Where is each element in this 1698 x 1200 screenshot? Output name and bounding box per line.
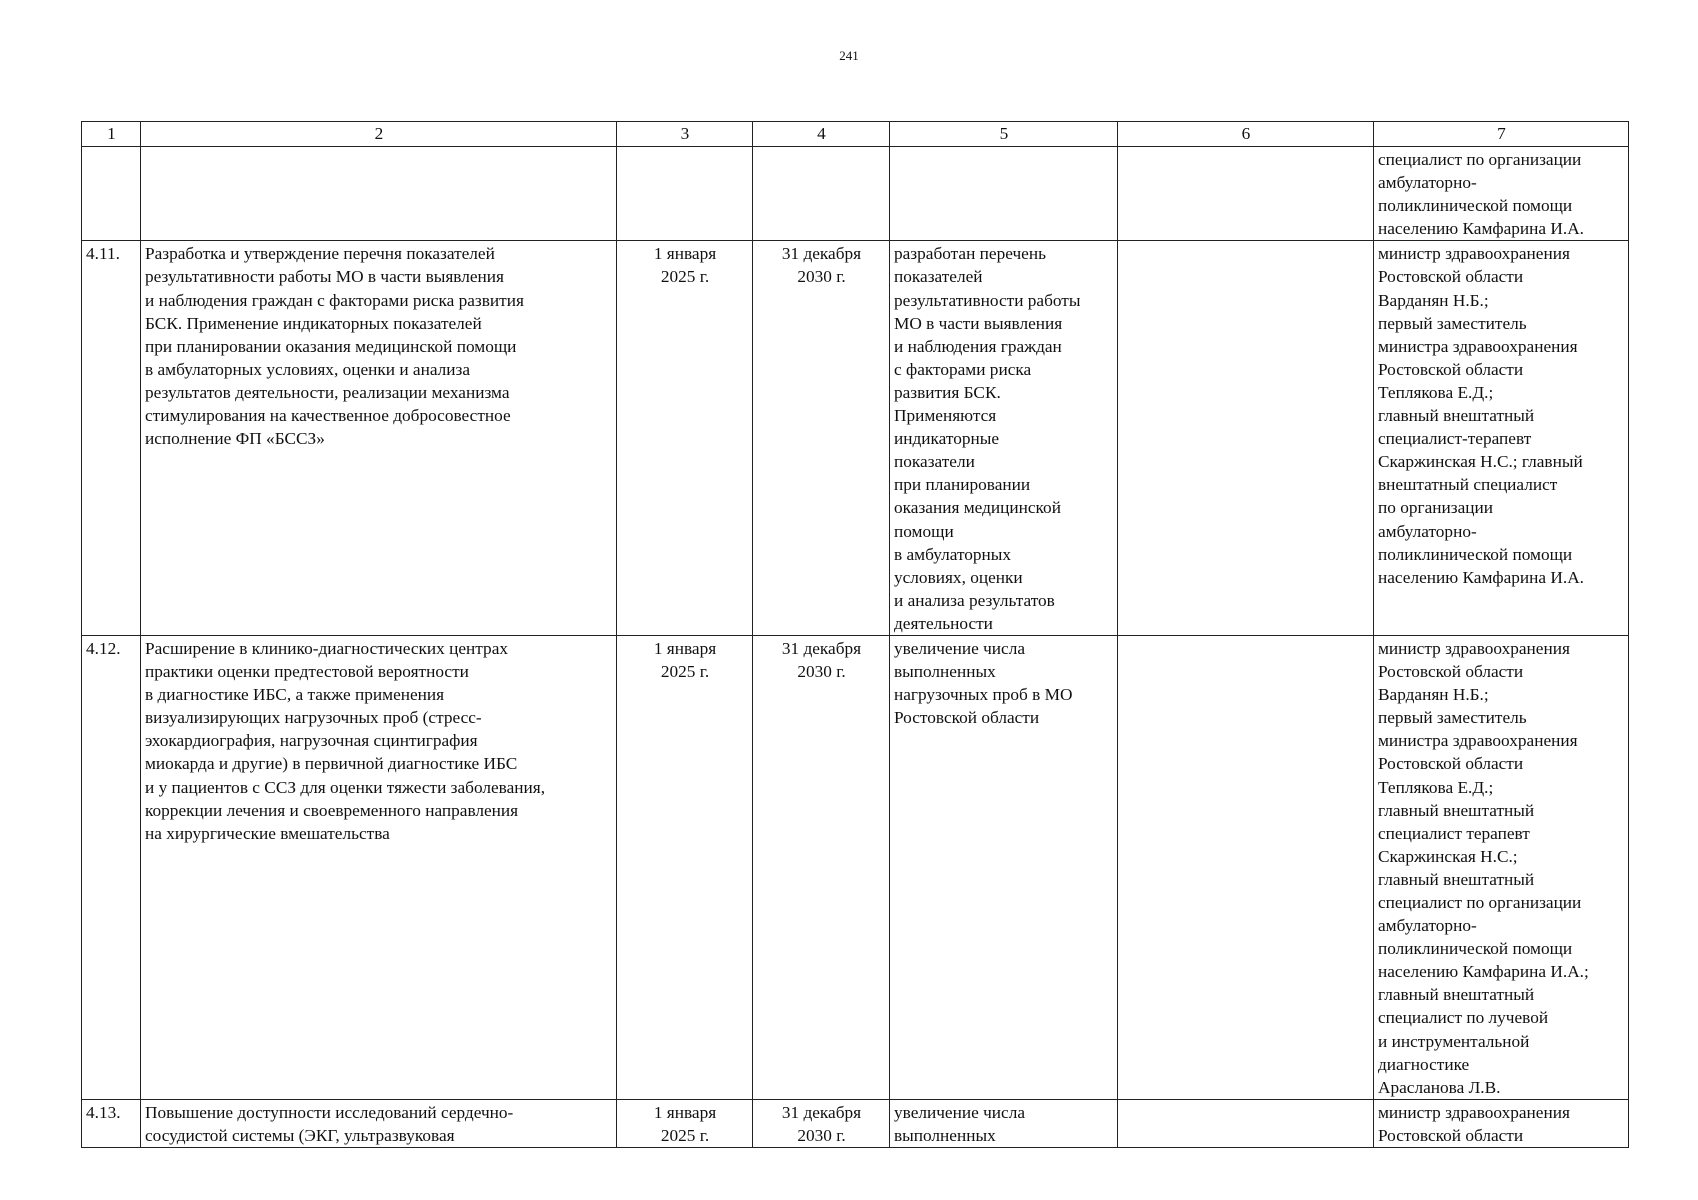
activity-cell [141,147,617,241]
responsible-cell: специалист по организации амбулаторно- поликлинической помощи населению Камфарина И.А. [1374,147,1629,241]
end-date-cell: 31 декабря 2030 г. [753,635,890,1099]
activity-cell: Расширение в клинико-диагностических центрах практики оценки предтестовой вероятности в диагностике ИБС, а также применения визуализирующих нагрузочных проб (стресс- эхокардиография, нагрузочная сцинтиграфия миокарда и другие) в первичной диагностике ИБС и у пациентов с ССЗ для оценки тяжести заболевания, коррекции лечения и своевременного направления на хирургические вмешательства [141,635,617,1099]
start-date-cell [617,147,753,241]
column-6-cell [1118,147,1374,241]
row-number-cell [82,147,141,241]
column-header-7: 7 [1374,122,1629,147]
start-date-cell: 1 января 2025 г. [617,635,753,1099]
responsible-cell: министр здравоохранения Ростовской области Варданян Н.Б.; первый заместитель министра здравоохранения Ростовской области Теплякова Е.Д.; главный внештатный специалист-терапевт Скаржинская Н.С.; главный внештатный специалист по организации амбулаторно- поликлинической помощи населению Камфарина И.А. [1374,241,1629,636]
result-cell [890,147,1118,241]
result-cell: разработан перечень показателей результативности работы МО в части выявления и наблюдения граждан с факторами риска развития БСК. Применяются индикаторные показатели при планировании оказания медицинской помощи в амбулаторных условиях, оценки и анализа результатов деятельности [890,241,1118,636]
page-number: 241 [839,48,859,63]
column-6-cell [1118,1099,1374,1147]
responsible-cell: министр здравоохранения Ростовской области [1374,1099,1629,1147]
row-number-cell: 4.11. [82,241,141,636]
end-date-cell: 31 декабря 2030 г. [753,1099,890,1147]
column-header-6: 6 [1118,122,1374,147]
column-6-cell [1118,635,1374,1099]
table-row-4-12 [82,635,1629,1099]
activity-cell: Повышение доступности исследований сердечно- сосудистой системы (ЭКГ, ультразвуковая [141,1099,617,1147]
start-date-cell: 1 января 2025 г. [617,241,753,636]
responsible-cell: министр здравоохранения Ростовской области Варданян Н.Б.; первый заместитель министра здравоохранения Ростовской области Теплякова Е.Д.; главный внештатный специалист терапевт Скаржинская Н.С.; главный внештатный специалист по организации амбулаторно- поликлинической помощи населению Камфарина И.А.; главный внештатный специалист по лучевой и инструментальной диагностике Арасланова Л.В. [1374,635,1629,1099]
column-header-4: 4 [753,122,890,147]
start-date-cell: 1 января 2025 г. [617,1099,753,1147]
table-row-4-11 [82,241,1629,636]
table-row-continuation [82,147,1629,241]
activity-cell: Разработка и утверждение перечня показателей результативности работы МО в части выявления и наблюдения граждан с факторами риска развития БСК. Применение индикаторных показателей при планировании оказания медицинской помощи в амбулаторных условиях, оценки и анализа результатов деятельности, реализации механизма стимулирования на качественное добросовестное исполнение ФП «БССЗ» [141,241,617,636]
result-cell: увеличение числа выполненных нагрузочных проб в МО Ростовской области [890,635,1118,1099]
end-date-cell [753,147,890,241]
end-date-cell: 31 декабря 2030 г. [753,241,890,636]
row-number-cell: 4.13. [82,1099,141,1147]
table-row-4-13 [82,1099,1629,1147]
row-number-cell: 4.12. [82,635,141,1099]
column-header-2: 2 [141,122,617,147]
column-6-cell [1118,241,1374,636]
column-number-header-row [82,122,1629,147]
result-cell: увеличение числа выполненных [890,1099,1118,1147]
column-header-5: 5 [890,122,1118,147]
column-header-3: 3 [617,122,753,147]
column-header-1: 1 [82,122,141,147]
measures-table [81,121,1629,1148]
